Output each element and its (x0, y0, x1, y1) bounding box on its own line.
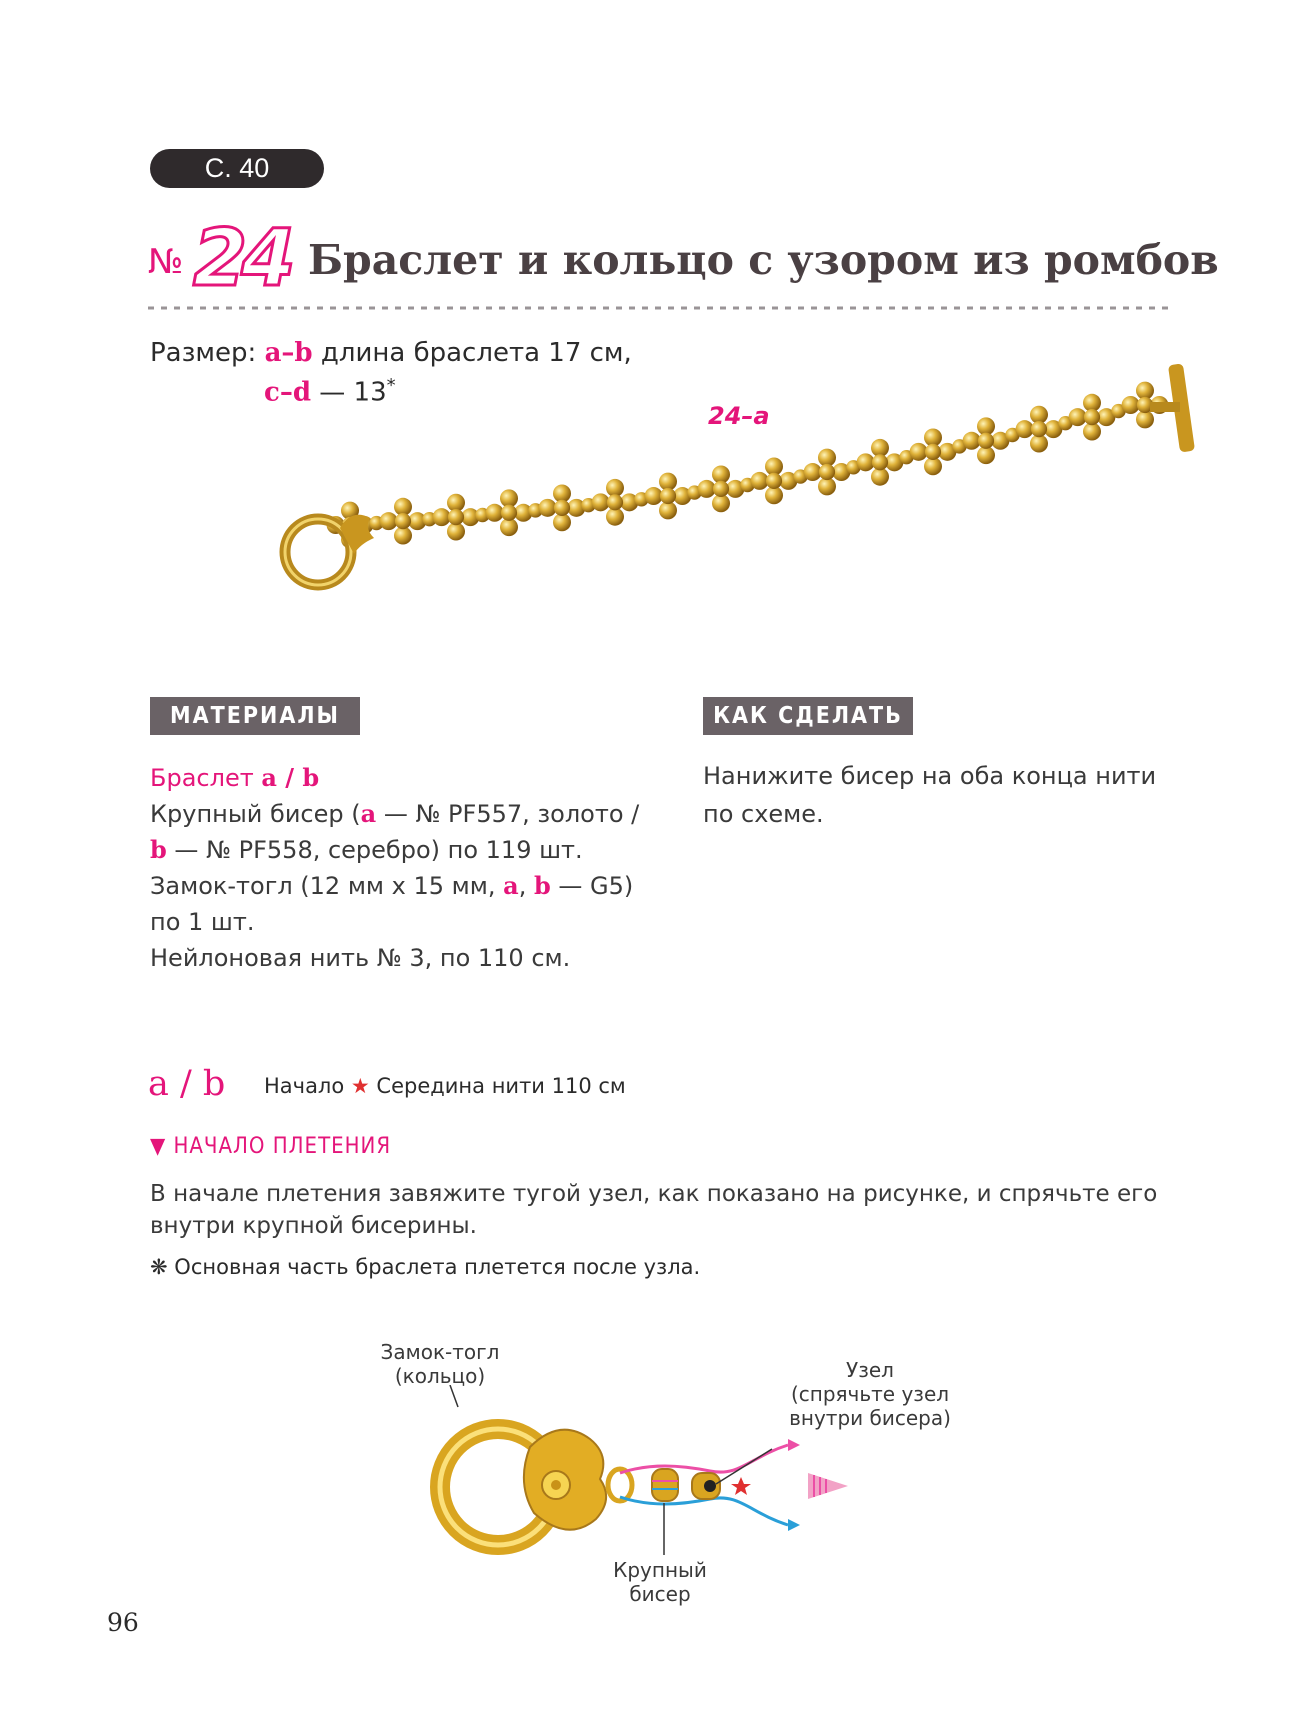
bead (606, 508, 624, 526)
bead (448, 509, 464, 525)
clasp-diagram (420, 1385, 860, 1565)
material-line: Нейлоновая нить № 3, по 110 см. (150, 944, 571, 972)
bead (910, 443, 928, 461)
bead (818, 449, 836, 467)
bead (1083, 423, 1101, 441)
bead (607, 494, 623, 510)
bead (486, 504, 504, 522)
star-icon: ★ (350, 1074, 370, 1098)
bead (380, 512, 398, 530)
photo-label: 24–a (708, 402, 770, 430)
start-line: Начало ★ Середина нити 110 см (264, 1074, 626, 1098)
bead (394, 527, 412, 545)
how-to-text: Нанижите бисер на оба конца нити по схеме. (703, 762, 1157, 828)
bead (766, 473, 782, 489)
bead (433, 508, 451, 526)
materials-list (150, 760, 670, 976)
bead (963, 432, 981, 450)
bead (592, 493, 610, 511)
bead (500, 518, 518, 536)
bead (925, 444, 941, 460)
bead (394, 498, 412, 516)
knot-label: Узел (спрячьте узел внутри бисера) (789, 1358, 951, 1430)
bead (1083, 394, 1101, 412)
material-line: b — № PF558, серебро) по 119 шт. (150, 835, 583, 864)
bead (871, 468, 889, 486)
toggle-label: Замок-тогл (кольцо) (380, 1340, 500, 1388)
bead (751, 472, 769, 490)
bead (645, 487, 663, 505)
materials-header: МАТЕРИАЛЫ (150, 697, 360, 735)
snowflake-icon: ❋ (150, 1255, 168, 1279)
how-to-header: КАК СДЕЛАТЬ (703, 697, 913, 735)
bead (501, 505, 517, 521)
start-paragraph: В начале плетения завяжите тугой узел, как показано на рисунке, и спрячьте его внутри крупной бисерины. (150, 1181, 1158, 1239)
bead (1030, 435, 1048, 453)
bead (818, 477, 836, 495)
bead (978, 433, 994, 449)
subheader-start: ▼ НАЧАЛО ПЛЕТЕНИЯ (150, 1134, 392, 1159)
note-line: ❋ Основная часть браслета плетется после узла. (150, 1255, 701, 1279)
bead (872, 454, 888, 470)
number-sign: № (148, 242, 184, 282)
bead (713, 481, 729, 497)
bead (765, 486, 783, 504)
bead (819, 464, 835, 480)
bead-label: Крупный бисер (613, 1558, 707, 1606)
bead (395, 513, 411, 529)
bead (712, 465, 730, 483)
bead (500, 489, 518, 507)
bead (1084, 409, 1100, 425)
bead (447, 523, 465, 541)
bead (447, 494, 465, 512)
bead (977, 446, 995, 464)
bead (1136, 410, 1154, 428)
page-ref-badge: С. 40 (150, 149, 324, 188)
bead (606, 479, 624, 497)
material-line: Крупный бисер (a — № PF557, золото / (150, 799, 640, 828)
page-title: Браслет и кольцо с узором из ромбов (308, 236, 1219, 284)
bead (857, 453, 875, 471)
bead (804, 463, 822, 481)
size-line-2: c–d — 13* (264, 375, 396, 408)
material-line: по 1 шт. (150, 908, 255, 936)
bead (871, 439, 889, 457)
bracelet-photo (240, 350, 1240, 620)
bead (539, 499, 557, 517)
bead (553, 484, 571, 502)
bead (698, 480, 716, 498)
bead (924, 428, 942, 446)
bead (659, 473, 677, 491)
bead (1030, 406, 1048, 424)
bead (765, 457, 783, 475)
bead (1031, 421, 1047, 437)
bead (660, 488, 676, 504)
section-code: a / b (148, 1064, 226, 1104)
dashed-divider (148, 304, 1168, 312)
title-row (148, 214, 1248, 304)
bead (977, 417, 995, 435)
bead (659, 501, 677, 519)
page-number: 96 (107, 1608, 139, 1637)
bead (1136, 382, 1154, 400)
size-line-1: Размер: a–b длина браслета 17 см, (150, 338, 632, 368)
material-line: Замок-тогл (12 мм x 15 мм, a, b — G5) (150, 871, 634, 900)
bead (554, 500, 570, 516)
project-number: 24 (193, 214, 290, 304)
materials-subtitle: Браслет a / b (150, 763, 320, 792)
